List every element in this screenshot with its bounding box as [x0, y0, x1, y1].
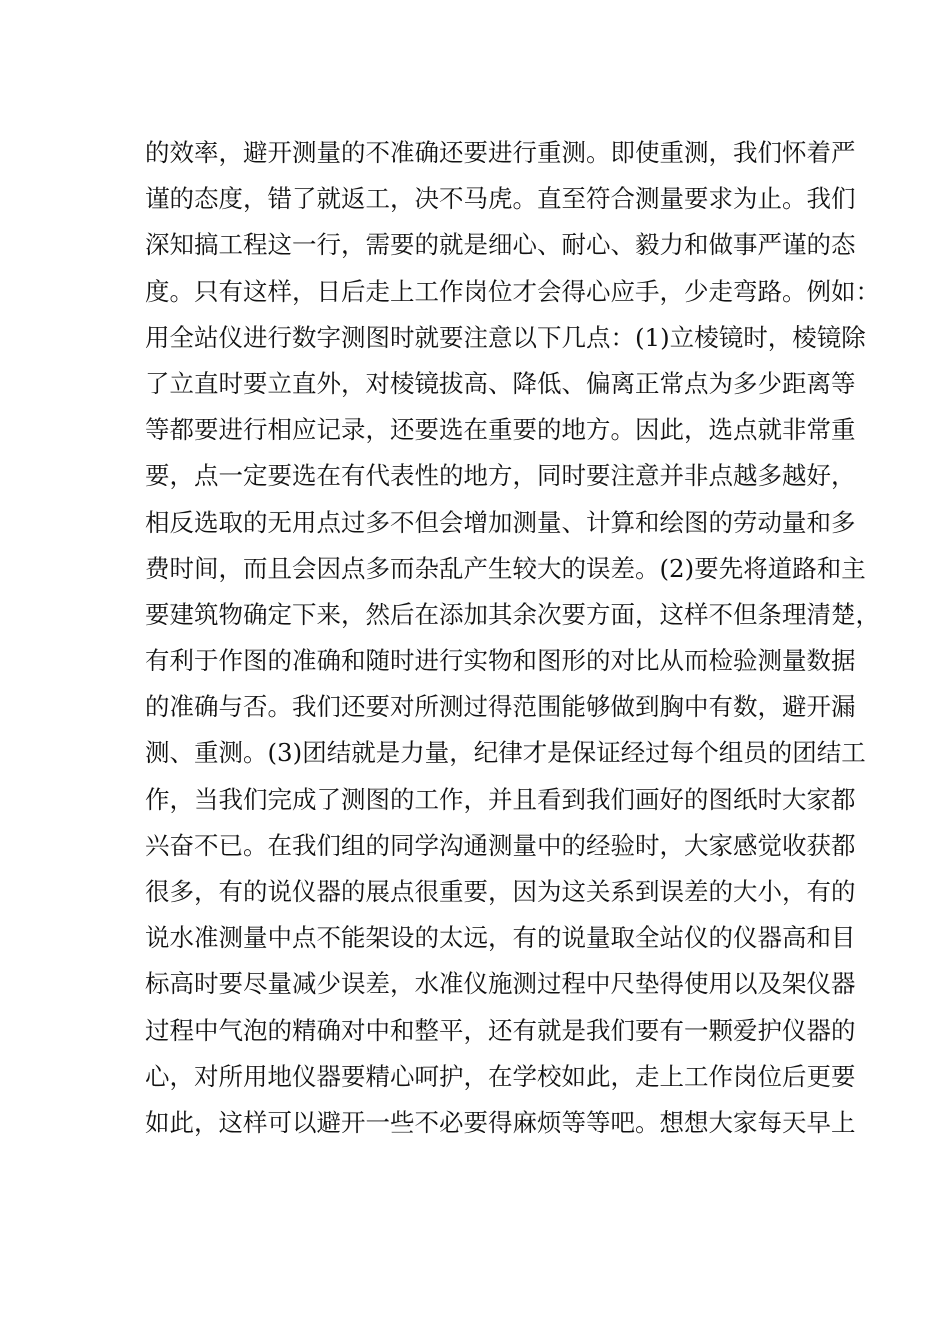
text-line: 测、重测。(3)团结就是力量，纪律才是保证经过每个组员的团结工 [145, 738, 866, 768]
text-line: 很多，有的说仪器的展点很重要，因为这关系到误差的大小，有的 [145, 877, 856, 906]
text-line: 过程中气泡的精确对中和整平，还有就是我们要有一颗爱护仪器的 [145, 1015, 856, 1045]
text-line: 标高时要尽量减少误差，水准仪施测过程中尺垫得使用以及架仪器 [145, 969, 856, 999]
text-line: 等都要进行相应记录，还要选在重要的地方。因此，选点就非常重 [145, 415, 856, 445]
text-line: 要建筑物确定下来，然后在添加其余次要方面，这样不但条理清楚， [145, 599, 880, 629]
text-line: 要，点一定要选在有代表性的地方，同时要注意并非点越多越好， [145, 461, 856, 491]
text-line: 深知搞工程这一行，需要的就是细心、耐心、毅力和做事严谨的态 [145, 230, 856, 260]
text-line: 的效率，避开测量的不准确还要进行重测。即使重测，我们怀着严 [145, 138, 856, 167]
text-line: 作，当我们完成了测图的工作，并且看到我们画好的图纸时大家都 [145, 784, 856, 814]
text-line: 相反选取的无用点过多不但会增加测量、计算和绘图的劳动量和多 [145, 507, 856, 537]
text-line: 谨的态度，错了就返工，决不马虎。直至符合测量要求为止。我们 [145, 184, 856, 214]
text-line: 心，对所用地仪器要精心呵护，在学校如此，走上工作岗位后更要 [145, 1061, 856, 1091]
text-line: 说水准测量中点不能架设的太远，有的说量取全站仪的仪器高和目 [145, 923, 856, 953]
body-text [145, 130, 880, 1146]
text-line: 如此，这样可以避开一些不必要得麻烦等等吧。想想大家每天早上 [145, 1107, 856, 1137]
text-line: 费时间，而且会因点多而杂乱产生较大的误差。(2)要先将道路和主 [145, 553, 866, 583]
text-line: 有利于作图的准确和随时进行实物和图形的对比从而检验测量数据 [145, 646, 856, 676]
text-line: 了立直时要立直外，对棱镜拔高、降低、偏离正常点为多少距离等 [145, 368, 856, 398]
text-line: 兴奋不已。在我们组的同学沟通测量中的经验时，大家感觉收获都 [145, 830, 856, 860]
text-line: 的准确与否。我们还要对所测过得范围能够做到胸中有数，避开漏 [145, 692, 856, 722]
text-line: 用全站仪进行数字测图时就要注意以下几点：(1)立棱镜时，棱镜除 [145, 322, 866, 352]
text-line: 度。只有这样，日后走上工作岗位才会得心应手，少走弯路。例如： [145, 276, 880, 306]
